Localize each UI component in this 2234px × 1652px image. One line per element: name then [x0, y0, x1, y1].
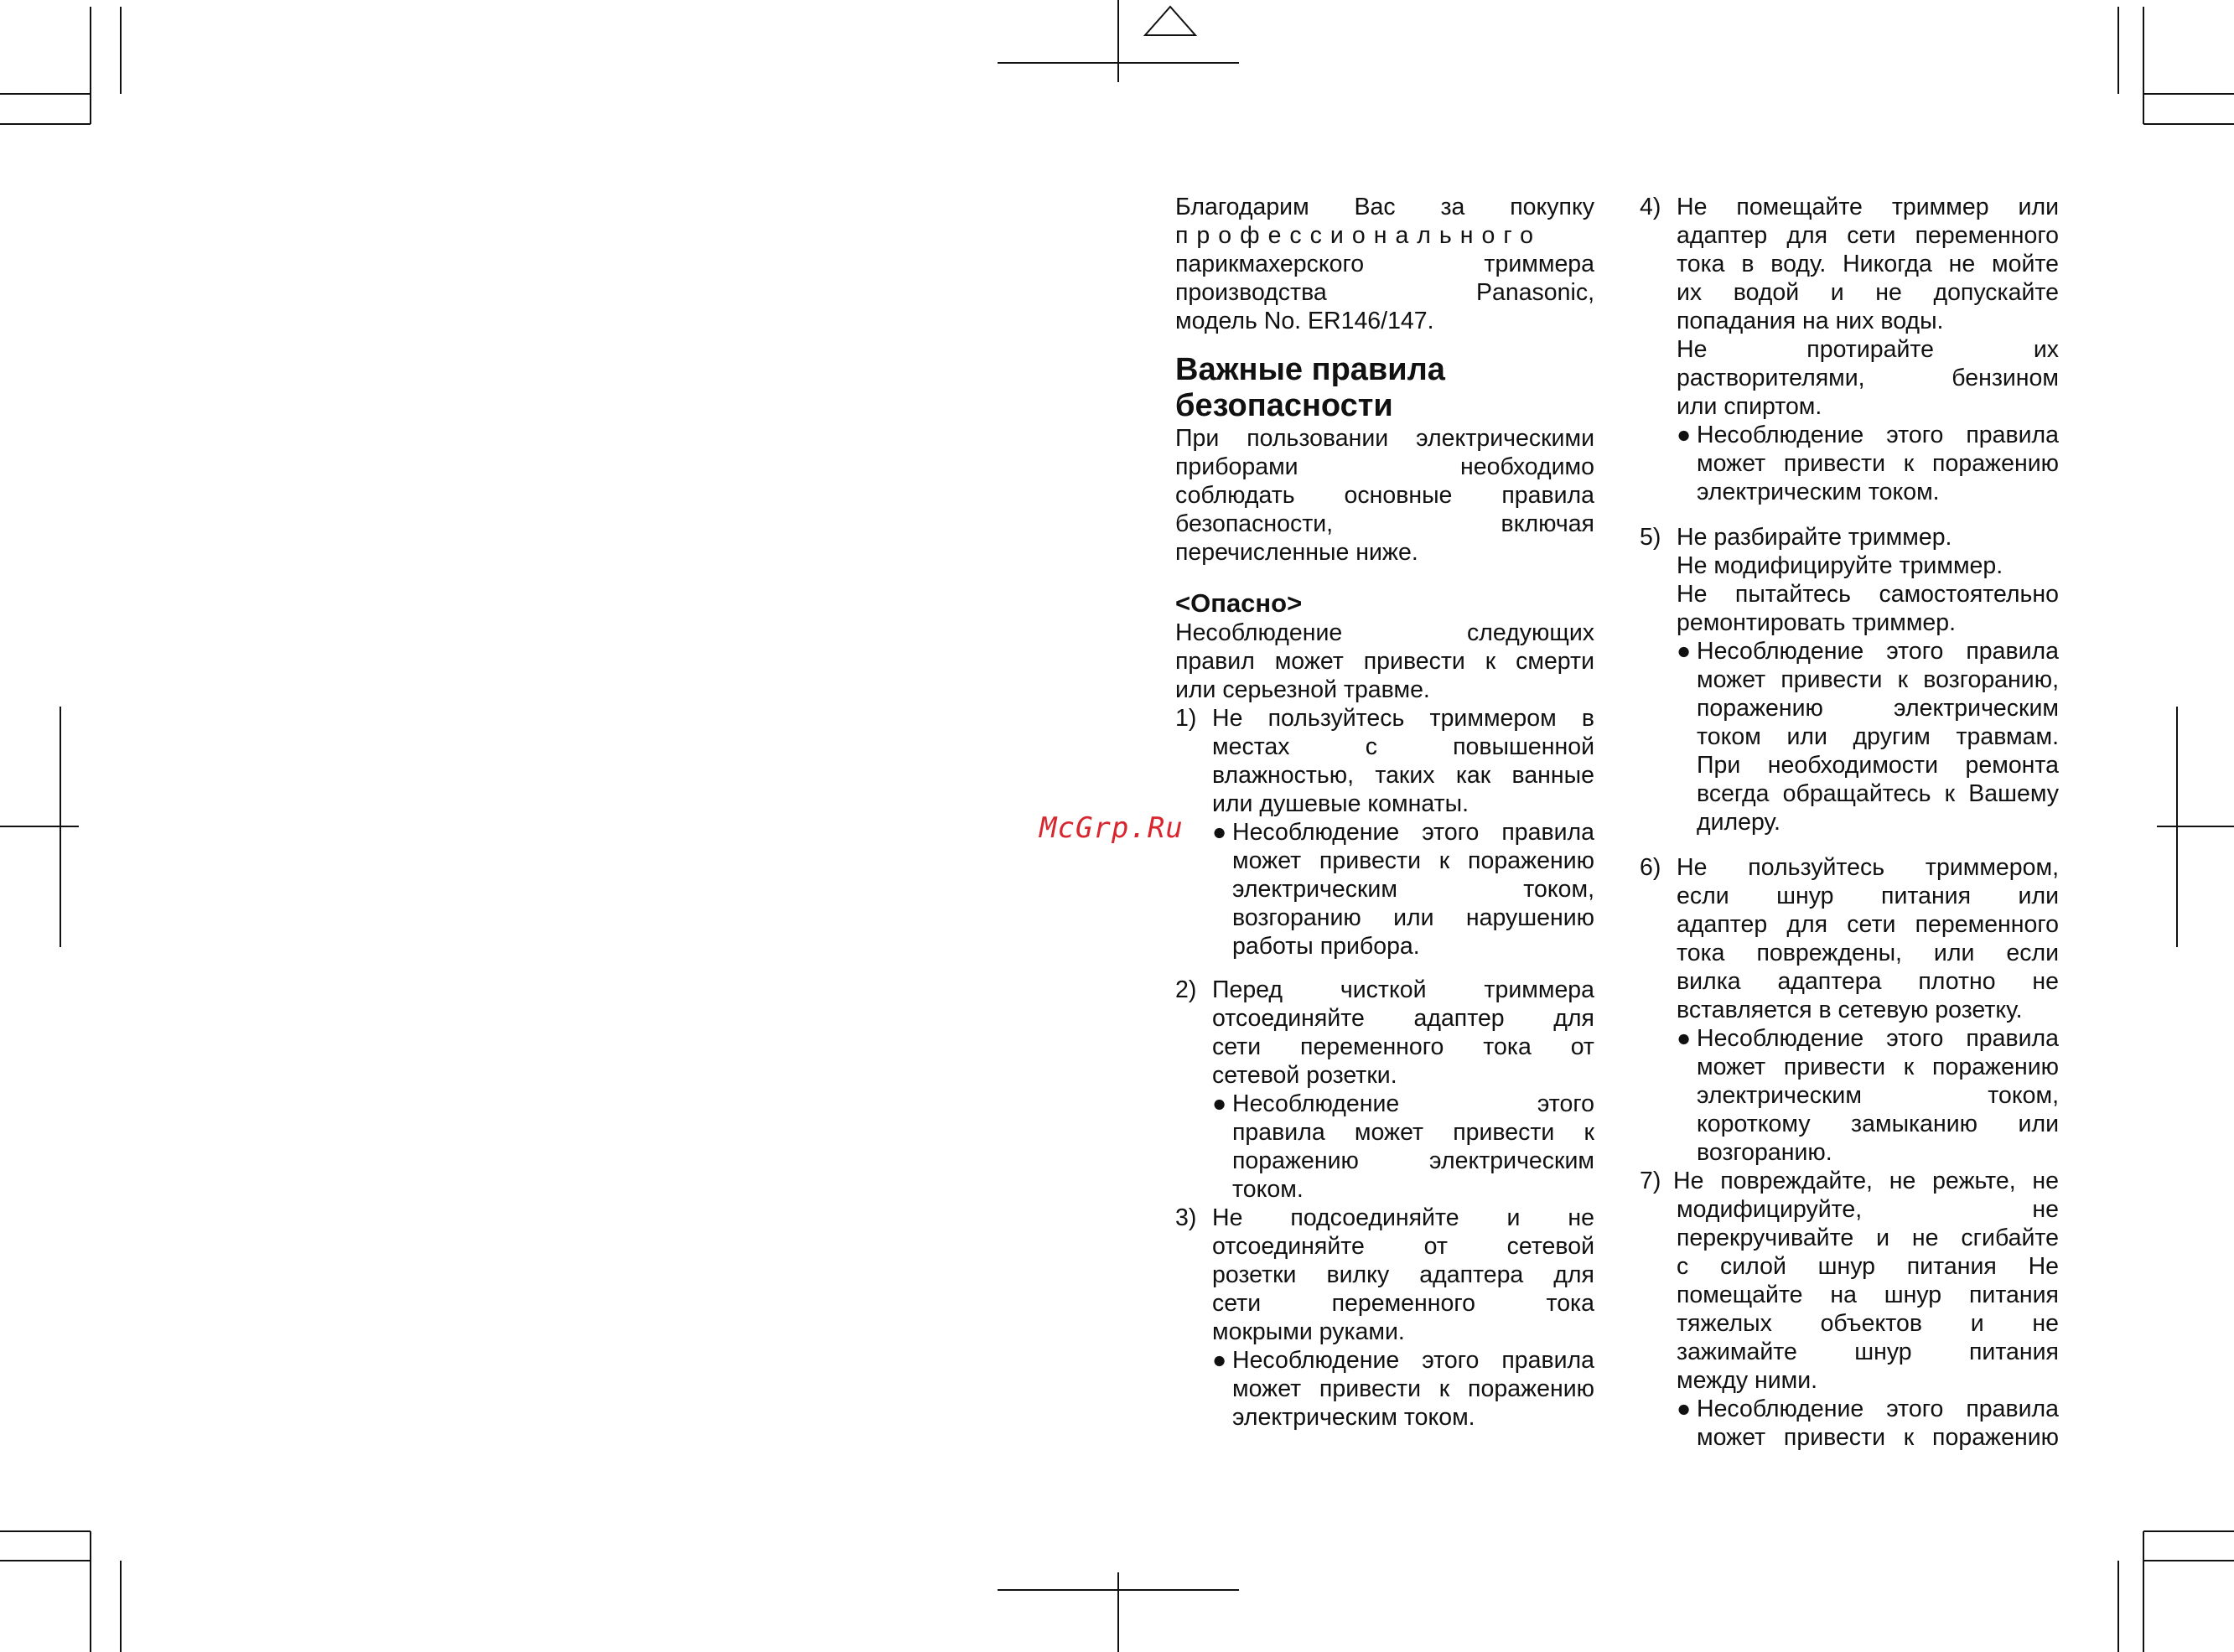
item-line: вилка адаптера плотно не — [1677, 968, 2059, 995]
bullet-line: При необходимости ремонта — [1697, 752, 2059, 779]
bullet-line: Несоблюдение этого — [1232, 1090, 1594, 1117]
danger-title: <Опасно> — [1175, 588, 1303, 618]
preamble-line: соблюдать основные правила — [1175, 482, 1594, 509]
list-item — [1640, 523, 2059, 836]
bullet-line: электрическим током, — [1697, 1082, 2059, 1109]
item-line: их водой и не допускайте — [1677, 279, 2059, 306]
item-number: 3) — [1175, 1204, 1197, 1231]
bullet-line: Несоблюдение этого правила — [1232, 1347, 1594, 1374]
item-line: местах с повышенной — [1212, 733, 1594, 760]
bullet-line: может привести к поражению — [1697, 1054, 2059, 1080]
list-item — [1640, 853, 2059, 1167]
preamble-line: При пользовании электрическими — [1175, 425, 1594, 452]
bullet-line: короткому замыканию или — [1697, 1111, 2059, 1137]
bullet-line: правила может привести к — [1232, 1119, 1594, 1146]
bullet-line: Несоблюдение этого правила — [1697, 638, 2059, 665]
bullet-icon: ● — [1677, 422, 1692, 448]
item-line: модифицируйте, не — [1677, 1196, 2059, 1223]
item-line: растворителями, бензином — [1677, 365, 2059, 391]
item-line: если шнур питания или — [1677, 883, 2059, 909]
item-line: отсоединяйте адаптер для — [1212, 1005, 1594, 1032]
preamble-line: перечисленные ниже. — [1175, 539, 1418, 566]
bullet-line: электрическим током. — [1697, 479, 1940, 505]
item-line: тяжелых объектов и не — [1677, 1310, 2059, 1337]
preamble-line: приборами необходимо — [1175, 453, 1594, 480]
item-line: розетки вилку адаптера для — [1212, 1261, 1594, 1288]
bullet-line: Несоблюдение этого правила — [1697, 422, 2059, 448]
item-line: Не разбирайте триммер. — [1677, 524, 1952, 551]
bullet-line: Несоблюдение этого правила — [1232, 819, 1594, 846]
column-right — [1640, 193, 2059, 1452]
item-line: адаптер для сети переменного — [1677, 911, 2059, 938]
bullet-line: всегда обращайтесь к Вашему — [1697, 780, 2059, 807]
list-item — [1640, 193, 2059, 506]
item-line: Не пользуйтесь триммером, — [1677, 854, 2059, 881]
danger-text: или серьезной травме. — [1175, 676, 1430, 703]
bullet-icon: ● — [1212, 1090, 1227, 1117]
item-line: сети переменного тока — [1212, 1290, 1594, 1317]
item-line: тока в воду. Никогда не мойте — [1677, 251, 2059, 277]
bullet-icon: ● — [1212, 1347, 1227, 1374]
bullet-icon: ● — [1677, 1025, 1692, 1052]
bullet-line: электрическим током. — [1232, 1404, 1475, 1431]
item-number: 7) — [1640, 1168, 1661, 1194]
bullet-line: электрическим током, — [1232, 876, 1594, 903]
item-line: Не помещайте триммер или — [1677, 194, 2059, 220]
item-line: сетевой розетки. — [1212, 1062, 1397, 1089]
intro-line: производства Panasonic, — [1175, 279, 1594, 306]
item-line: зажимайте шнур питания — [1677, 1339, 2059, 1365]
bullet-line: возгоранию. — [1697, 1139, 1832, 1166]
list-item — [1175, 1204, 1594, 1432]
bullet-line: может привести к возгоранию, — [1697, 666, 2059, 693]
bullet-line: Несоблюдение этого правила — [1697, 1025, 2059, 1052]
bullet-line: поражению электрическим — [1232, 1147, 1594, 1174]
item-line: между ними. — [1677, 1367, 1818, 1394]
bullet-line: может привести к поражению — [1697, 450, 2059, 477]
danger-text: правил может привести к смерти — [1175, 648, 1594, 675]
bullet-line: током или другим травмам. — [1697, 723, 2059, 750]
item-number: 1) — [1175, 705, 1197, 732]
item-line: перекручивайте и не сгибайте — [1677, 1225, 2059, 1251]
item-line: вставляется в сетевую розетку. — [1677, 997, 2023, 1023]
item-line: или спиртом. — [1677, 393, 1822, 420]
bullet-icon: ● — [1212, 819, 1227, 846]
bullet-line: может привести к поражению — [1232, 847, 1594, 874]
item-line: Перед чисткой триммера — [1212, 976, 1594, 1003]
list-item — [1175, 976, 1594, 1204]
item-line: Не пытайтесь самостоятельно — [1677, 581, 2059, 608]
item-line: влажностью, таких как ванные — [1212, 762, 1594, 789]
item-line: или душевые комнаты. — [1212, 790, 1469, 817]
item-line: Не повреждайте, не режьте, не — [1673, 1168, 2059, 1194]
item-line: попадания на них воды. — [1677, 308, 1944, 334]
section-heading: Важные правила — [1175, 352, 1445, 387]
item-line: отсоединяйте от сетевой — [1212, 1233, 1594, 1260]
column-left — [1175, 193, 1594, 1432]
list-item — [1175, 704, 1594, 961]
intro-line: Благодарим Вас за покупку — [1175, 194, 1594, 220]
item-line: Не подсоединяйте и не — [1212, 1204, 1594, 1231]
item-line: тока повреждены, или если — [1677, 940, 2059, 966]
bullet-icon: ● — [1677, 638, 1692, 665]
item-line: мокрыми руками. — [1212, 1318, 1405, 1345]
intro-line: парикмахерского триммера — [1175, 251, 1594, 277]
item-line: Не пользуйтесь триммером в — [1212, 705, 1594, 732]
preamble-line: безопасности, включая — [1175, 510, 1594, 537]
bullet-line: может привести к поражению — [1232, 1375, 1594, 1402]
item-line: Не модифицируйте триммер. — [1677, 552, 2003, 579]
bullet-line: током. — [1232, 1176, 1304, 1203]
bullet-line: дилеру. — [1697, 809, 1780, 836]
section-heading: безопасности — [1175, 388, 1393, 423]
item-line: помещайте на шнур питания — [1677, 1282, 2059, 1308]
item-line: сети переменного тока от — [1212, 1033, 1594, 1060]
bullet-line: поражению электрическим — [1697, 695, 2059, 722]
bullet-line: может привести к поражению — [1697, 1424, 2059, 1451]
bullet-icon: ● — [1677, 1396, 1692, 1422]
item-number: 6) — [1640, 854, 1661, 881]
bullet-line: возгоранию или нарушению — [1232, 904, 1594, 931]
item-line: ремонтировать триммер. — [1677, 609, 1957, 636]
bullet-line: Несоблюдение этого правила — [1697, 1396, 2059, 1422]
item-line: с силой шнур питания Не — [1677, 1253, 2059, 1280]
watermark: McGrp.Ru — [1039, 811, 1184, 845]
list-item — [1640, 1167, 2059, 1452]
item-number: 4) — [1640, 194, 1661, 220]
item-number: 5) — [1640, 524, 1661, 551]
item-line: Не протирайте их — [1677, 336, 2059, 363]
bullet-line: работы прибора. — [1232, 933, 1420, 960]
item-line: адаптер для сети переменного — [1677, 222, 2059, 249]
intro-line: модель No. ER146/147. — [1175, 308, 1434, 334]
danger-text: Несоблюдение следующих — [1175, 619, 1594, 646]
intro — [1175, 193, 1594, 335]
item-number: 2) — [1175, 976, 1197, 1003]
preamble — [1175, 424, 1594, 567]
intro-line: профессионального — [1175, 222, 1542, 249]
